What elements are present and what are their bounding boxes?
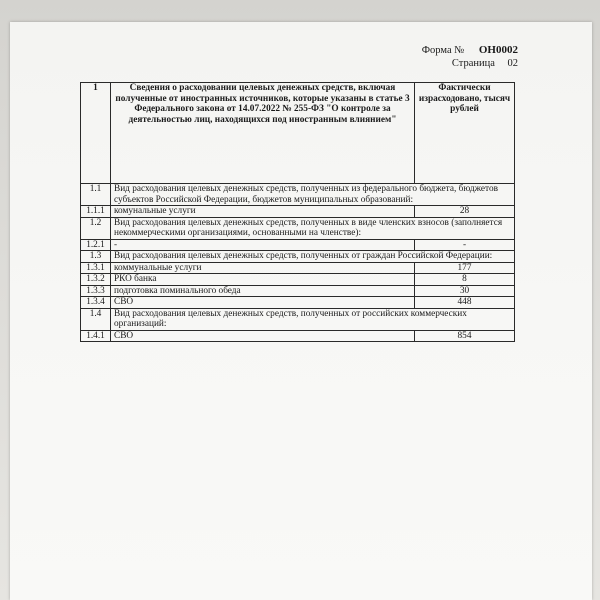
form-code: ОН0002 [478, 44, 518, 56]
section-row [81, 217, 515, 239]
item-value: 8 [415, 274, 515, 286]
item-value: 30 [415, 285, 515, 297]
item-label: комунальные услуги [111, 206, 415, 218]
form-number-line [422, 44, 518, 57]
table-row [81, 274, 515, 286]
item-number: 1.4.1 [81, 330, 111, 342]
section-row [81, 251, 515, 263]
header-title-cell: Сведения о расходовании целевых денежных средств, включая полученные от иностранных источников, которые указаны в статье 3 Федерального закона от 14.07.2022 № 255-ФЗ "О контроле за деятельностью лиц, находящихся под иностранным влиянием" [111, 83, 415, 184]
header-value-cell: Фактически израсходовано, тысяч рублей [415, 83, 515, 184]
item-label: СВО [111, 297, 415, 309]
item-value: - [415, 239, 515, 251]
item-label: РКО банка [111, 274, 415, 286]
item-value: 177 [415, 262, 515, 274]
item-number: 1.1.1 [81, 206, 111, 218]
item-number: 1.3.2 [81, 274, 111, 286]
header-number-cell: 1 [81, 83, 111, 184]
section-row [81, 308, 515, 330]
section-number: 1.3 [81, 251, 111, 263]
item-label: подготовка поминального обеда [111, 285, 415, 297]
item-number: 1.3.1 [81, 262, 111, 274]
item-number: 1.2.1 [81, 239, 111, 251]
section-description: Вид расходования целевых денежных средств, полученных от граждан Российской Федерации: [111, 251, 515, 263]
item-value: 28 [415, 206, 515, 218]
table-header-row [81, 83, 515, 184]
section-description: Вид расходования целевых денежных средств, полученных в виде членских взносов (заполняется некоммерческими организациями, основанными на членстве): [111, 217, 515, 239]
section-number: 1.4 [81, 308, 111, 330]
item-number: 1.3.3 [81, 285, 111, 297]
form-header [422, 44, 518, 70]
page-label: Страница [451, 58, 495, 69]
form-label: Форма № [421, 45, 465, 56]
table-row [81, 297, 515, 309]
section-number: 1.1 [81, 184, 111, 206]
table-row [81, 262, 515, 274]
table-row [81, 239, 515, 251]
section-description: Вид расходования целевых денежных средств, полученных из федерального бюджета, бюджетов субъектов Российской Федерации, бюджетов муниципальных образований: [111, 184, 515, 206]
table-row [81, 206, 515, 218]
item-label: - [111, 239, 415, 251]
section-number: 1.2 [81, 217, 111, 239]
item-number: 1.3.4 [81, 297, 111, 309]
page-number: 02 [507, 58, 518, 69]
section-row [81, 184, 515, 206]
expenditure-table [80, 82, 515, 342]
item-label: СВО [111, 330, 415, 342]
item-label: коммунальные услуги [111, 262, 415, 274]
item-value: 854 [415, 330, 515, 342]
table-row [81, 285, 515, 297]
item-value: 448 [415, 297, 515, 309]
table-row [81, 330, 515, 342]
section-description: Вид расходования целевых денежных средств, полученных от российских коммерческих организаций: [111, 308, 515, 330]
page-number-line [422, 57, 518, 70]
